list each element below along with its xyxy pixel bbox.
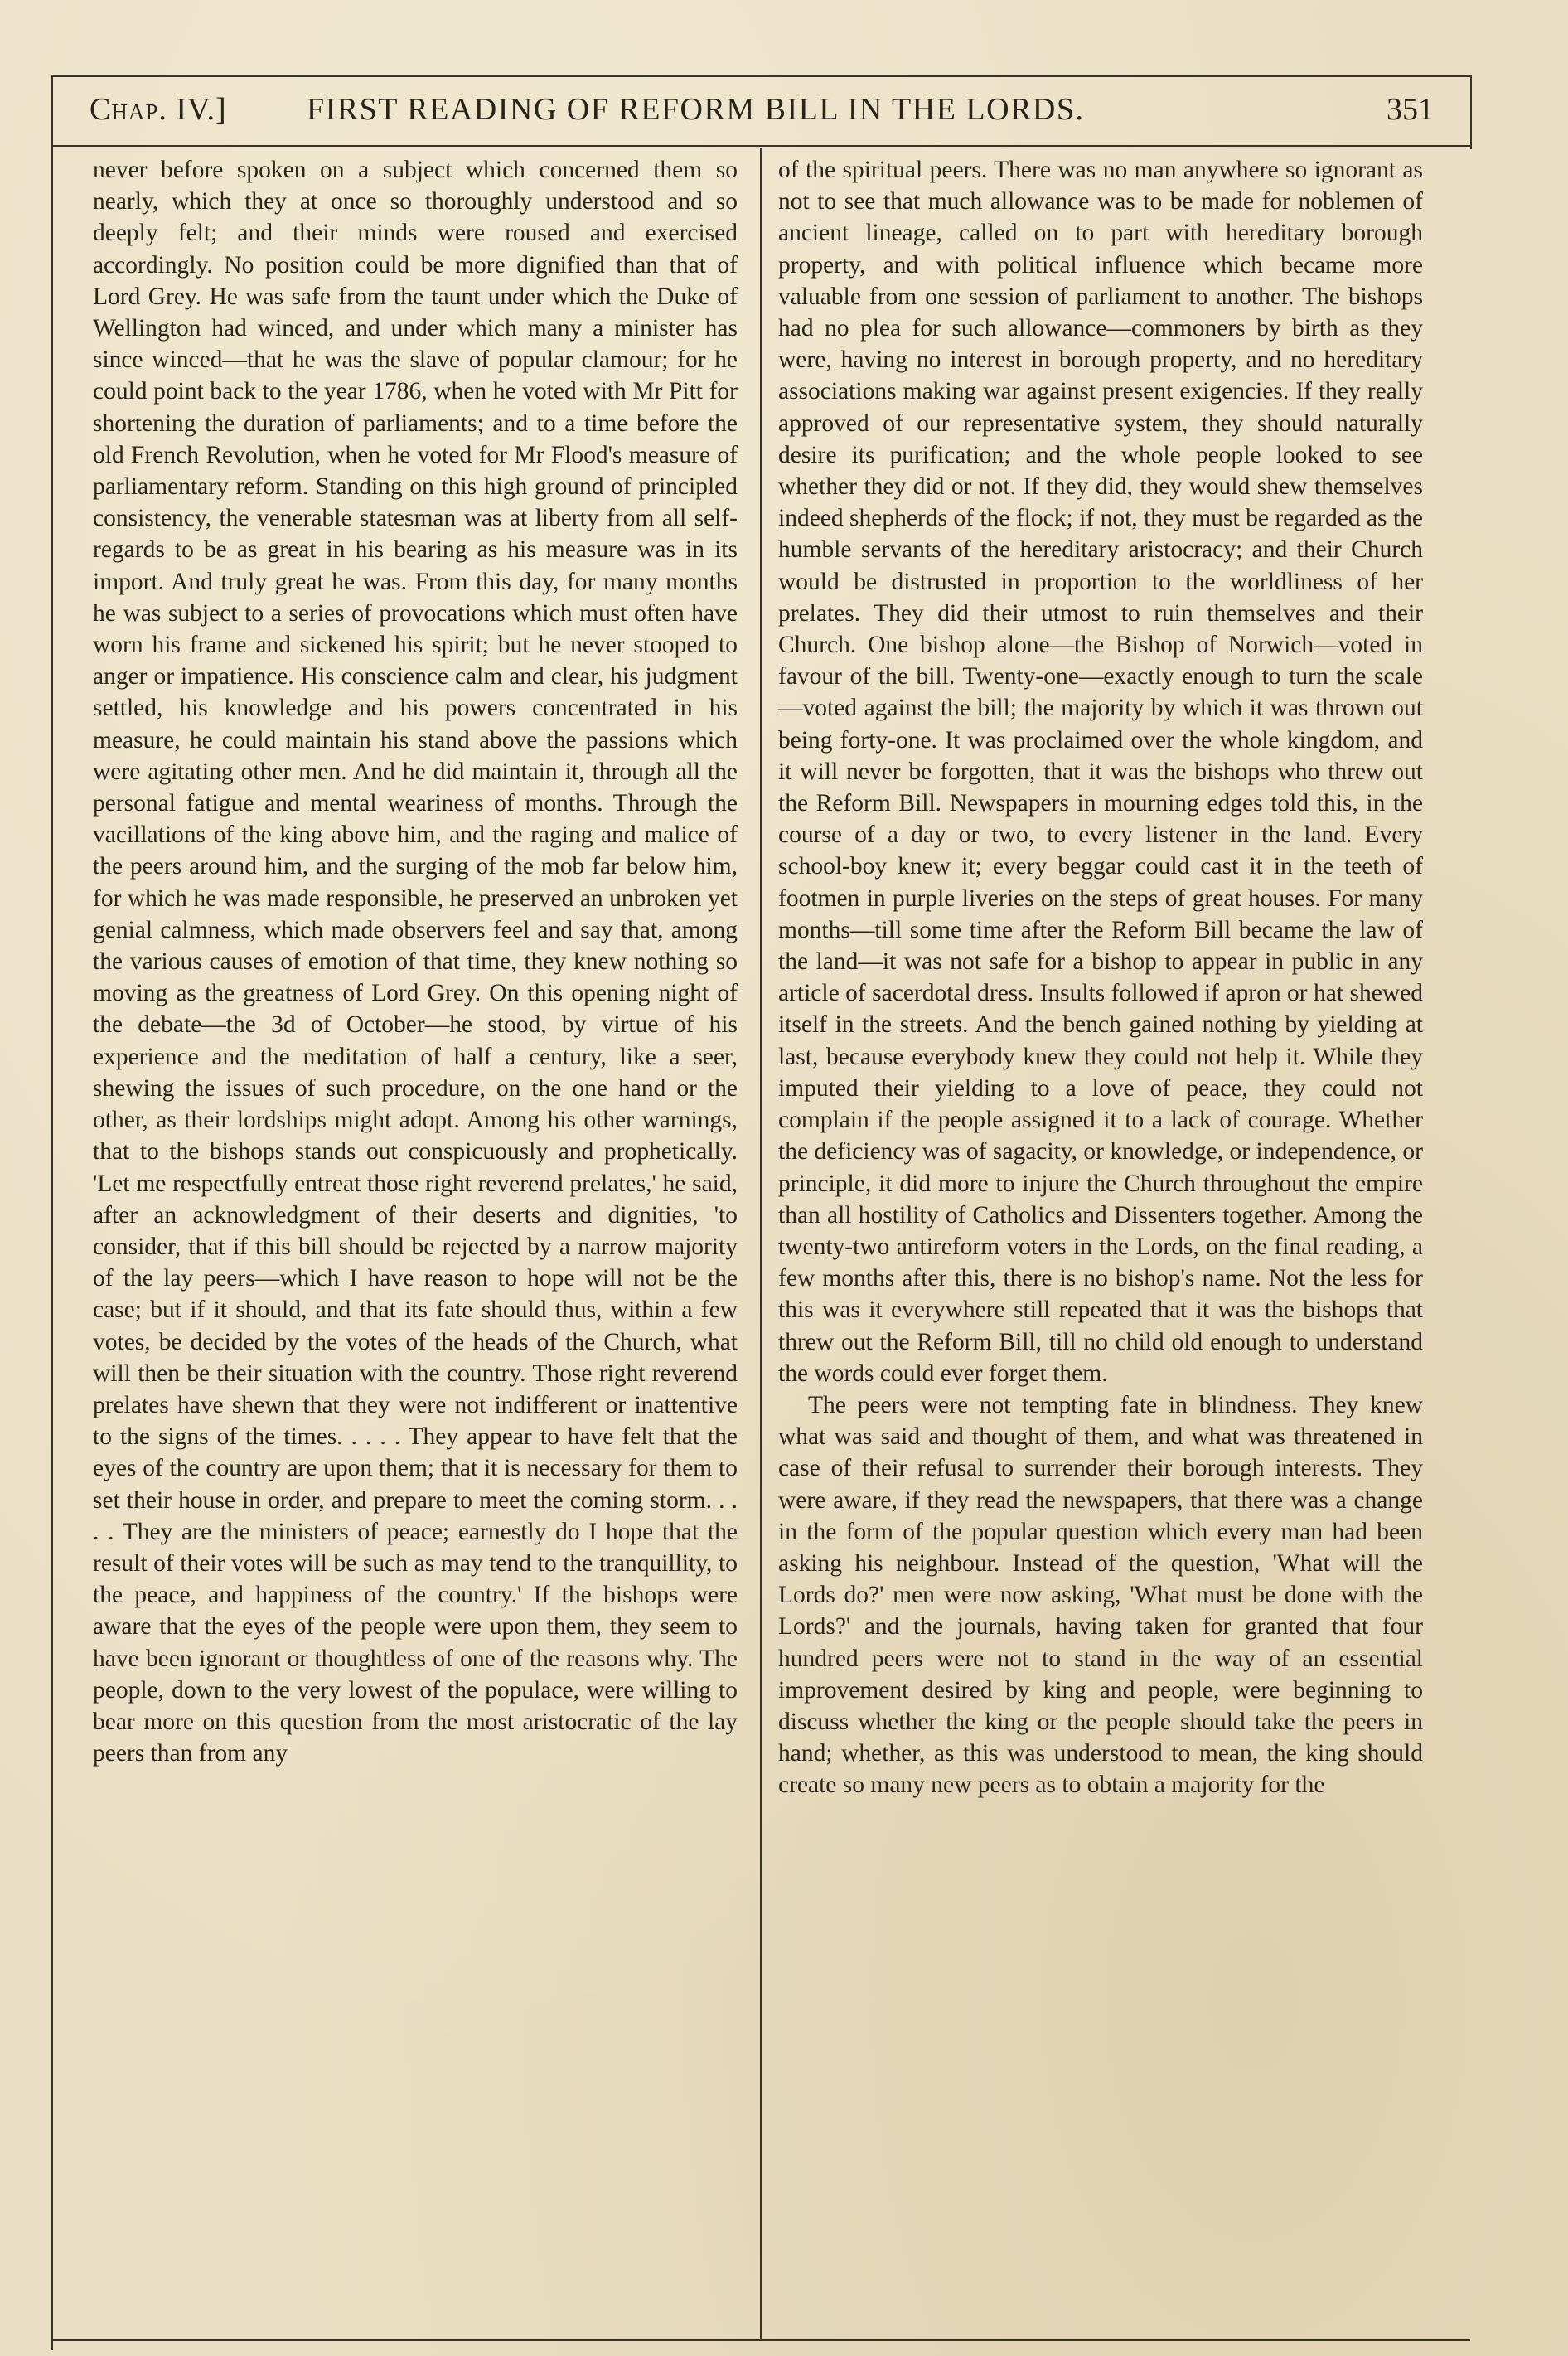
running-head [53,86,1472,139]
left-column [93,154,738,1769]
bottom-rule [53,2339,1470,2341]
right-paragraph-2: The peers were not tempting fate in blindness. They knew what was said and thought of them, and what was threatened in case of their refusal to surrender their borough interests. They were aware, if they read the newspapers, that there was a change in the form of the popular question which every man had been asking his neighbour. Instead of the question, 'What will the Lords do?' men were now asking, 'What must be done with the Lords?' and the journals, having taken for granted that four hundred peers were not to stand in the way of an essential improvement desired by king and people, were beginning to discuss whether the king or the people should take the peers in hand; whether, as this was understood to mean, the king should create so many new peers as to obtain a majority for the [778,1391,1423,1799]
header-rule [53,145,1472,147]
right-column [778,154,1423,1801]
chapter-label: Chap. IV.] [90,92,227,127]
right-paragraph-1: of the spiritual peers. There was no man anywhere so ignorant as not to see that much allowance was to be made for noblemen of ancient lineage, called on to part with hereditary borough property, and with political influence which became more valuable from one session of parliament to another. The bishops had no plea for such allowance—commoners by birth as they were, having no interest in borough property, and no hereditary associations making war against present exigencies. If they really approved of our representative system, they should naturally desire its purification; and the whole people looked to see whether they did or not. If they did, they would shew themselves indeed shepherds of the flock; if not, they must be regarded as the humble servants of the hereditary aristocracy; and their Church would be distrusted in proportion to the worldliness of her prelates. They did their utmost to ruin themselves and their Church. One bishop alone—the Bishop of Norwich—voted in favour of the bill. Twenty-one—exactly enough to turn the scale—voted against the bill; the majority by which it was thrown out being forty-one. It was proclaimed over the whole kingdom, and it will never be forgotten, that it was the bishops who threw out the Reform Bill. Newspapers in mourning edges told this, in the course of a day or two, to every listener in the land. Every school-boy knew it; every beggar could cast it in the teeth of footmen in purple liveries on the steps of great houses. For many months—till some time after the Reform Bill became the law of the land—it was not safe for a bishop to appear in public in any article of sacerdotal dress. Insults followed if apron or hat shewed itself in the streets. And the bench gained nothing by yielding at last, because everybody knew they could not help it. While they imputed their yielding to a love of peace, they could not complain if the people assigned it to a lack of courage. Whether the deficiency was of sagacity, or knowledge, or independence, or principle, it did more to injure the Church throughout the empire than all hostility of Catholics and Dissenters together. Among the twenty-two antireform voters in the Lords, on the final reading, a few months after this, there is no bishop's name. Not the less for this was it everywhere still repeated that it was the bishops that threw out the Reform Bill, till no child old enough to understand the words could ever forget them. [778,157,1423,1387]
column-divider [760,148,762,2339]
page-number: 351 [1387,92,1434,127]
left-paragraph-1: never before spoken on a subject which concerned them so nearly, which they at once so thoroughly understood and so deeply felt; and their minds were roused and exercised accordingly. No position could be more dignified than that of Lord Grey. He was safe from the taunt under which the Duke of Wellington had winced, and under which many a minister has since winced—that he was the slave of popular clamour; for he could point back to the year 1786, when he voted with Mr Pitt for shortening the duration of parliaments; and to a time before the old French Revolution, when he voted for Mr Flood's measure of parliamentary reform. Standing on this high ground of principled consistency, the venerable statesman was at liberty from all self-regards to be as great in his bearing as his measure was in its import. And truly great he was. From this day, for many months he was subject to a series of provocations which must often have worn his frame and sickened his spirit; but he never stooped to anger or impatience. His conscience calm and clear, his judgment settled, his knowledge and his powers concentrated in his measure, he could maintain his stand above the passions which were agitating other men. And he did maintain it, through all the personal fatigue and mental weariness of months. Through the vacillations of the king above him, and the raging and malice of the peers around him, and the surging of the mob far below him, for which he was made responsible, he preserved an unbroken yet genial calmness, which made observers feel and say that, among the various causes of emotion of that time, they knew nothing so moving as the greatness of Lord Grey. On this opening night of the debate—the 3d of October—he stood, by virtue of his experience and the meditation of half a century, like a seer, shewing the issues of such procedure, on the one hand or the other, as their lordships might adopt. Among his other warnings, that to the bishops stands out conspicuously and prophetically. 'Let me respectfully entreat those right reverend prelates,' he said, after an acknowledgment of their deserts and dignities, 'to consider, that if this bill should be rejected by a narrow majority of the lay peers—which I have reason to hope will not be the case; but if it should, and that its fate should thus, within a few votes, be decided by the votes of the heads of the Church, what will then be their situation with the country. Those right reverend prelates have shewn that they were not indifferent or inattentive to the signs of the times. . . . . They appear to have felt that the eyes of the country are upon them; that it is necessary for them to set their house in order, and prepare to meet the coming storm. . . . . They are the ministers of peace; earnestly do I hope that the result of their votes will be such as may tend to the tranquillity, to the peace, and happiness of the country.' If the bishops were aware that the eyes of the people were upon them, they seem to have been ignorant or thoughtless of one of the reasons why. The people, down to the very lowest of the populace, were willing to bear more on this question from the most aristocratic of the lay peers than from any [93,157,738,1767]
running-title: FIRST READING OF REFORM BILL IN THE LORDS. [307,92,1085,127]
